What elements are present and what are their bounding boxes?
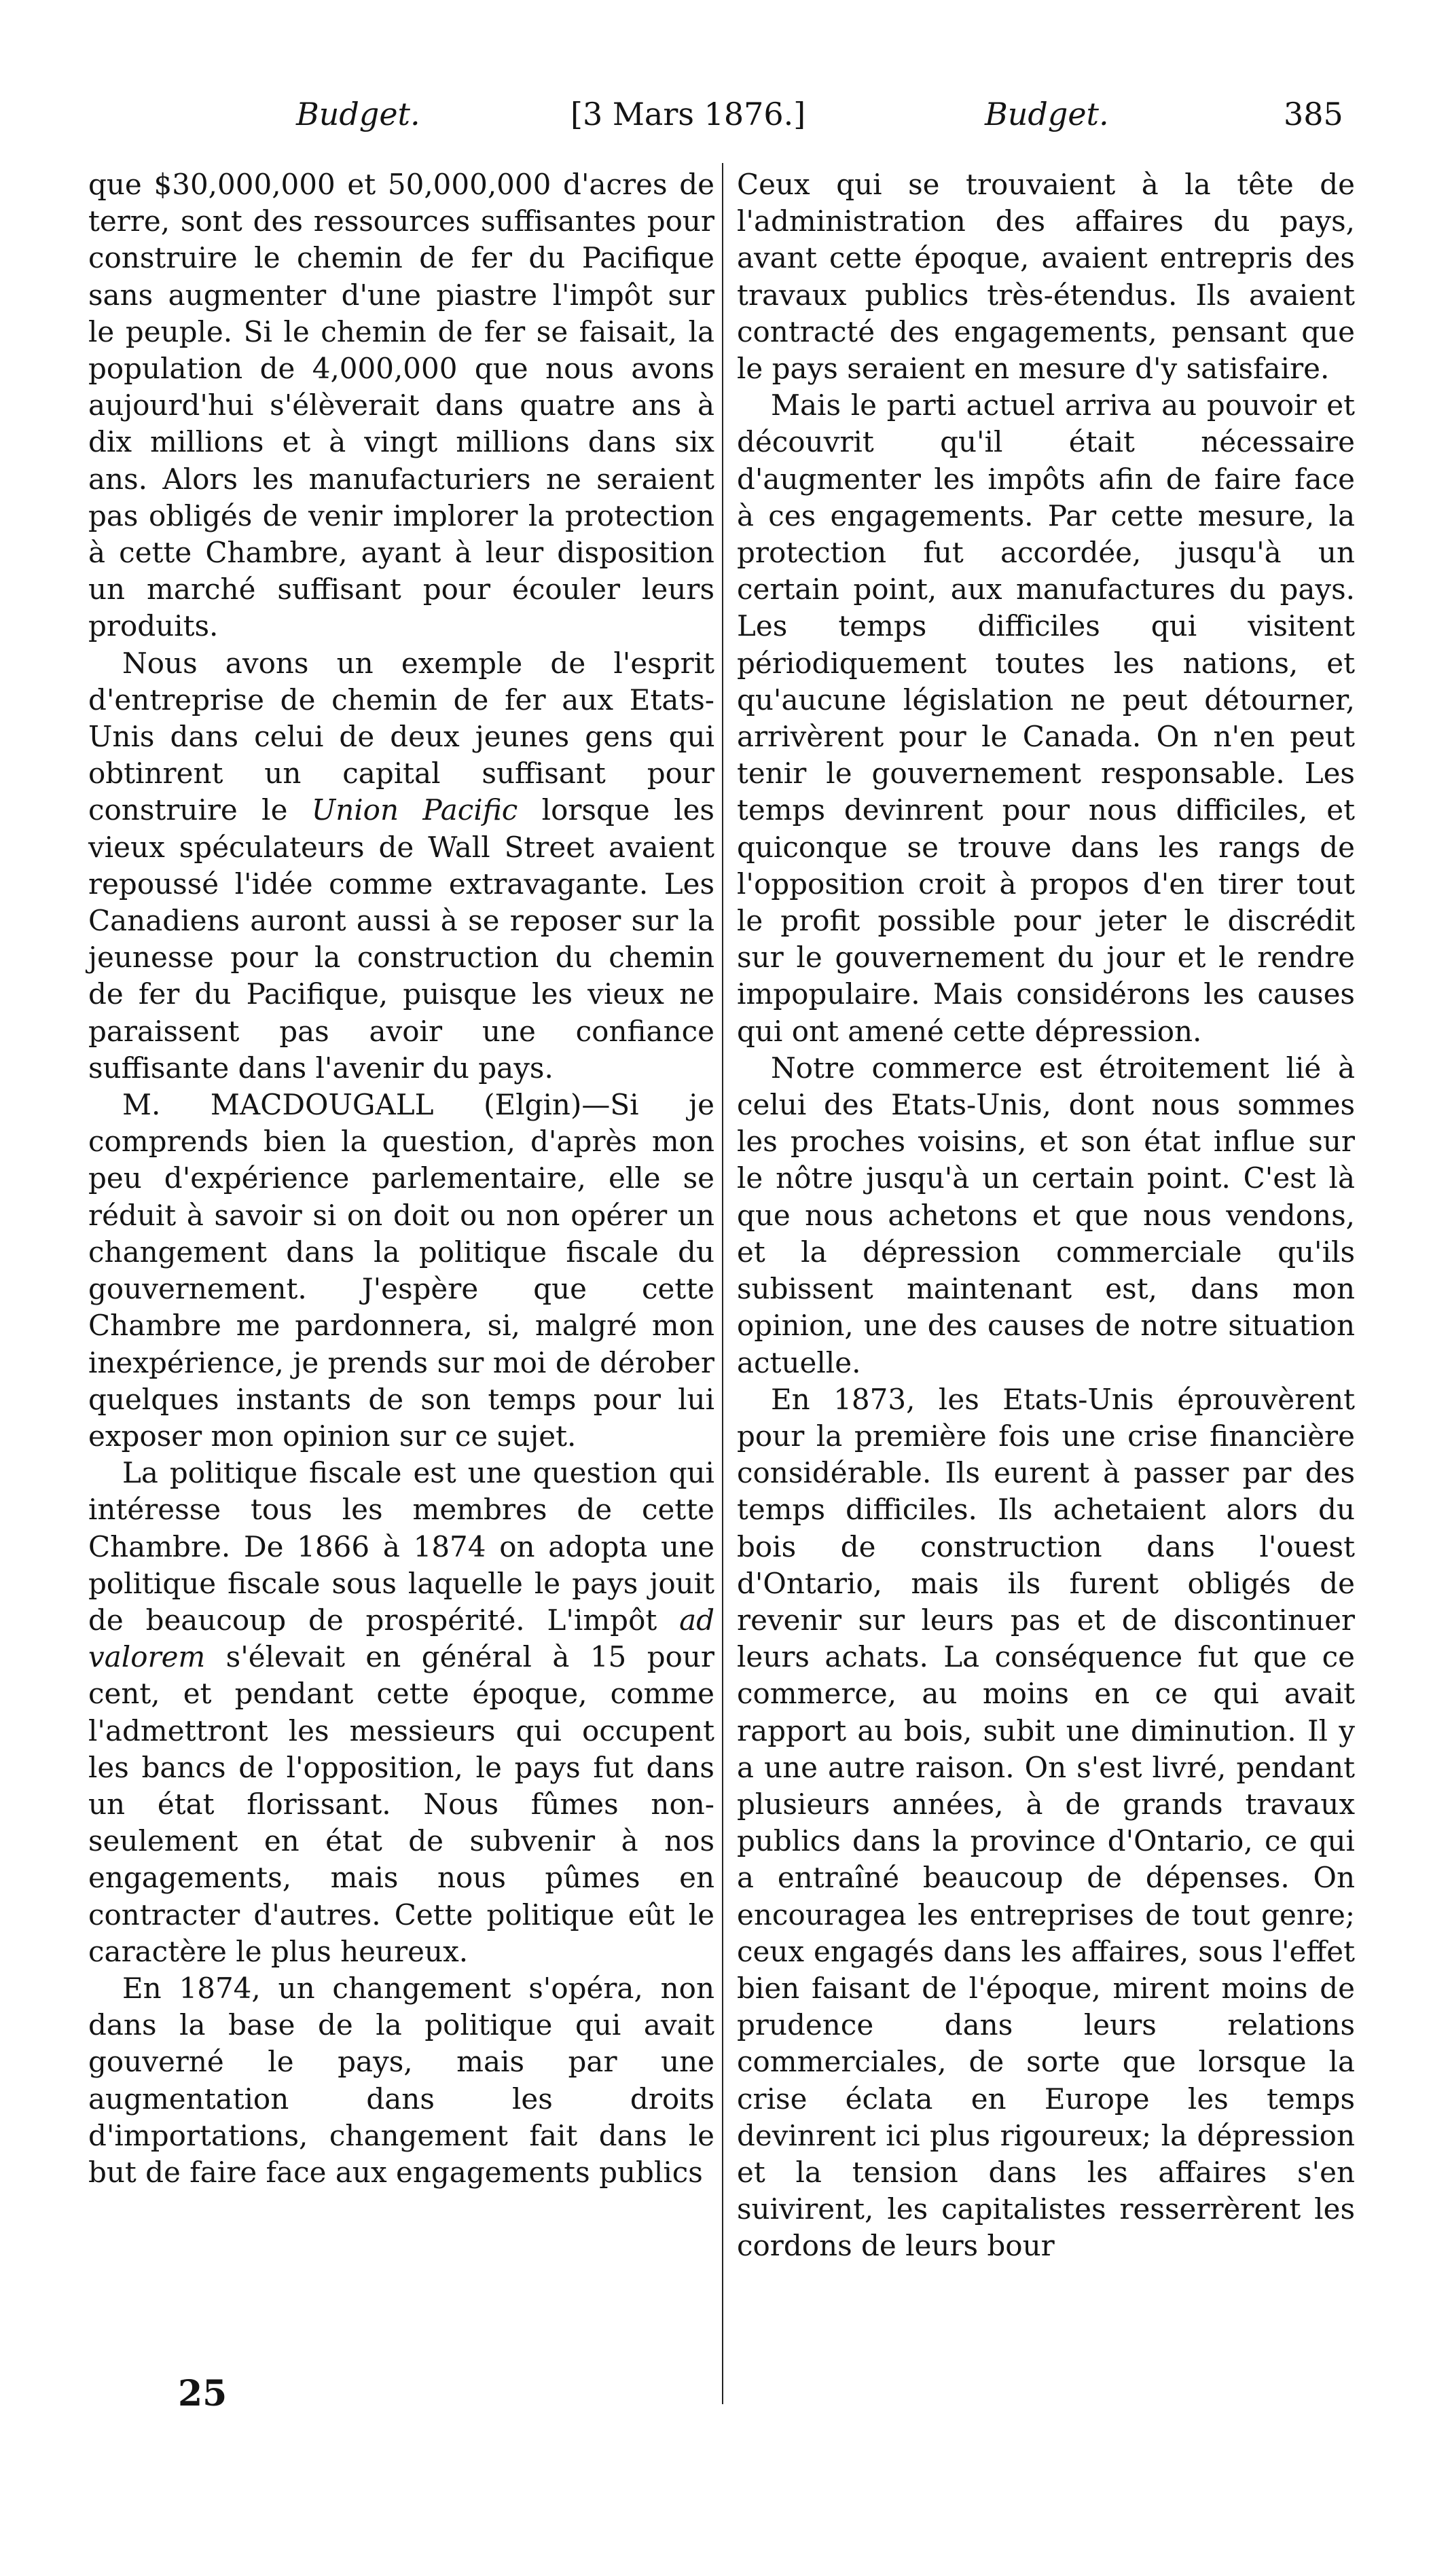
text-run: —Si je comprends bien la question, d'après mon peu d'expérience parlementaire, elle se réduit à savoir si on doit ou non opérer un changement dans la politique fiscale du gouvernement. J'espère que cette Chambre me pardonnera, si, malgré mon inexpérience, je prends sur moi de dérober quelques instants de son temps pour lui exposer mon opinion sur ce sujet. — [88, 1088, 714, 1453]
header-right-title: Budget. — [985, 96, 1109, 132]
text-run: s'élevait en général à 15 pour cent, et pendant cette époque, comme l'admettront les messieurs qui occupent les bancs de l'opposition, le pays fut dans un état florissant. Nous fûmes non-seulement en état de subvenir à nos engagements, mais nous pûmes en contracter d'autres. Cette politique eût le caractère le plus heureux. — [88, 1640, 714, 1968]
text-run: lorsque les vieux spéculateurs de Wall Street avaient repoussé l'idée comme extravagante. Les Canadiens auront aussi à se reposer sur la jeunesse pour la construction du chemin de fer du Pacifique, puisque les vieux ne paraissent pas avoir une confiance suffisante dans l'avenir du pays. — [88, 793, 714, 1085]
running-header — [285, 87, 1358, 141]
signature-mark: 25 — [178, 2373, 228, 2414]
right-column — [737, 166, 1355, 2265]
paragraph: Ceux qui se trouvaient à la tête de l'administration des affaires du pays, avant cette époque, avaient entrepris des travaux publics très-étendus. Ils avaient contracté des engagements, pensant que le pays seraient en mesure d'y satisfaire. — [737, 168, 1355, 386]
speaker-name: M. MACDOUGALL (Elgin) — [122, 1088, 582, 1122]
paragraph — [88, 645, 714, 1087]
paragraph: En 1873, les Etats-Unis éprouvèrent pour la première fois une crise financière considérable. Ils eurent à passer par des temps difficiles. Ils achetaient alors du bois de construction dans l'ouest d'Ontario, mais ils furent obligés de revenir sur leurs pas et de discontinuer leurs achats. La conséquence fut que ce commerce, au moins en ce qui avait rapport au bois, subit une diminution. Il y a une autre raison. On s'est livré, pendant plusieurs années, à de grands travaux publics dans la province d'Ontario, ce qui a entraîné beaucoup de dépenses. On encouragea les entreprises de tout genre; ceux engagés dans les affaires, sous l'effet bien faisant de l'époque, mirent moins de prudence dans leurs relations commerciales, de sorte que lorsque la crise éclata en Europe les temps devinrent ici plus rigoureux; la dépression et la tension dans les affaires s'en suivirent, les capitalistes resserrèrent les cordons de leurs bour — [737, 1382, 1355, 2263]
column-divider — [722, 163, 723, 2404]
text-run: Nous avons un exemple de l'esprit d'entreprise de chemin de fer aux Etats-Unis dans celui de deux jeunes gens qui obtinrent un capital suffisant pour construire le — [88, 646, 714, 827]
paragraph: Notre commerce est étroitement lié à celui des Etats-Unis, dont nous sommes les proches voisins, et son état influe sur le nôtre jusqu'à un certain point. C'est là que nous achetons et que nous vendons, et la dépression commerciale qu'ils subissent maintenant est, dans mon opinion, une des causes de notre situation actuelle. — [737, 1051, 1355, 1379]
header-date: [3 Mars 1876.] — [570, 96, 806, 132]
paragraph: En 1874, un changement s'opéra, non dans la base de la politique qui avait gouverné le pays, mais par une augmentation dans les droits d'importations, changement fait dans le but de faire face aux engagements publics — [88, 1971, 714, 2189]
text-run: La politique fiscale est une question qui intéresse tous les membres de cette Chambre. De 1866 à 1874 on adopta une politique fiscale sous laquelle le pays jouit de beaucoup de prospérité. L'impôt — [88, 1456, 714, 1637]
italic-text: ad valorem — [88, 1603, 714, 1674]
paragraph: que $30,000,000 et 50,000,000 d'acres de terre, sont des ressources suffisantes pour construire le chemin de fer du Pacifique sans augmenter d'une piastre l'impôt sur le peuple. Si le chemin de fer se faisait, la population de 4,000,000 que nous avons aujourd'hui s'élèverait dans quatre ans à dix millions et à vingt millions dans six ans. Alors les manufacturiers ne seraient pas obligés de venir implorer la protection à cette Chambre, ayant à leur disposition un marché suffisant pour écouler leurs produits. — [88, 168, 714, 643]
italic-text: Union Pacific — [311, 793, 518, 827]
header-left-title: Budget. — [296, 96, 420, 132]
paragraph: Mais le parti actuel arriva au pouvoir et découvrit qu'il était nécessaire d'augmenter les impôts afin de faire face à ces engagements. Par cette mesure, la protection fut accordée, jusqu'à un certain point, aux manufactures du pays. Les temps difficiles qui visitent périodiquement toutes les nations, et qu'aucune législation ne peut détourner, arrivèrent pour le Canada. On n'en peut tenir le gouvernement responsable. Les temps devinrent pour nous difficiles, et quiconque se trouve dans les rangs de l'opposition croit à propos d'en tirer tout le profit possible pour jeter le discrédit sur le gouvernement du jour et le rendre impopulaire. Mais considérons les causes qui ont amené cette dépression. — [737, 388, 1355, 1048]
page-number: 385 — [1284, 96, 1343, 132]
paragraph — [88, 1455, 714, 1970]
paragraph — [88, 1087, 714, 1455]
left-column — [88, 166, 714, 2191]
